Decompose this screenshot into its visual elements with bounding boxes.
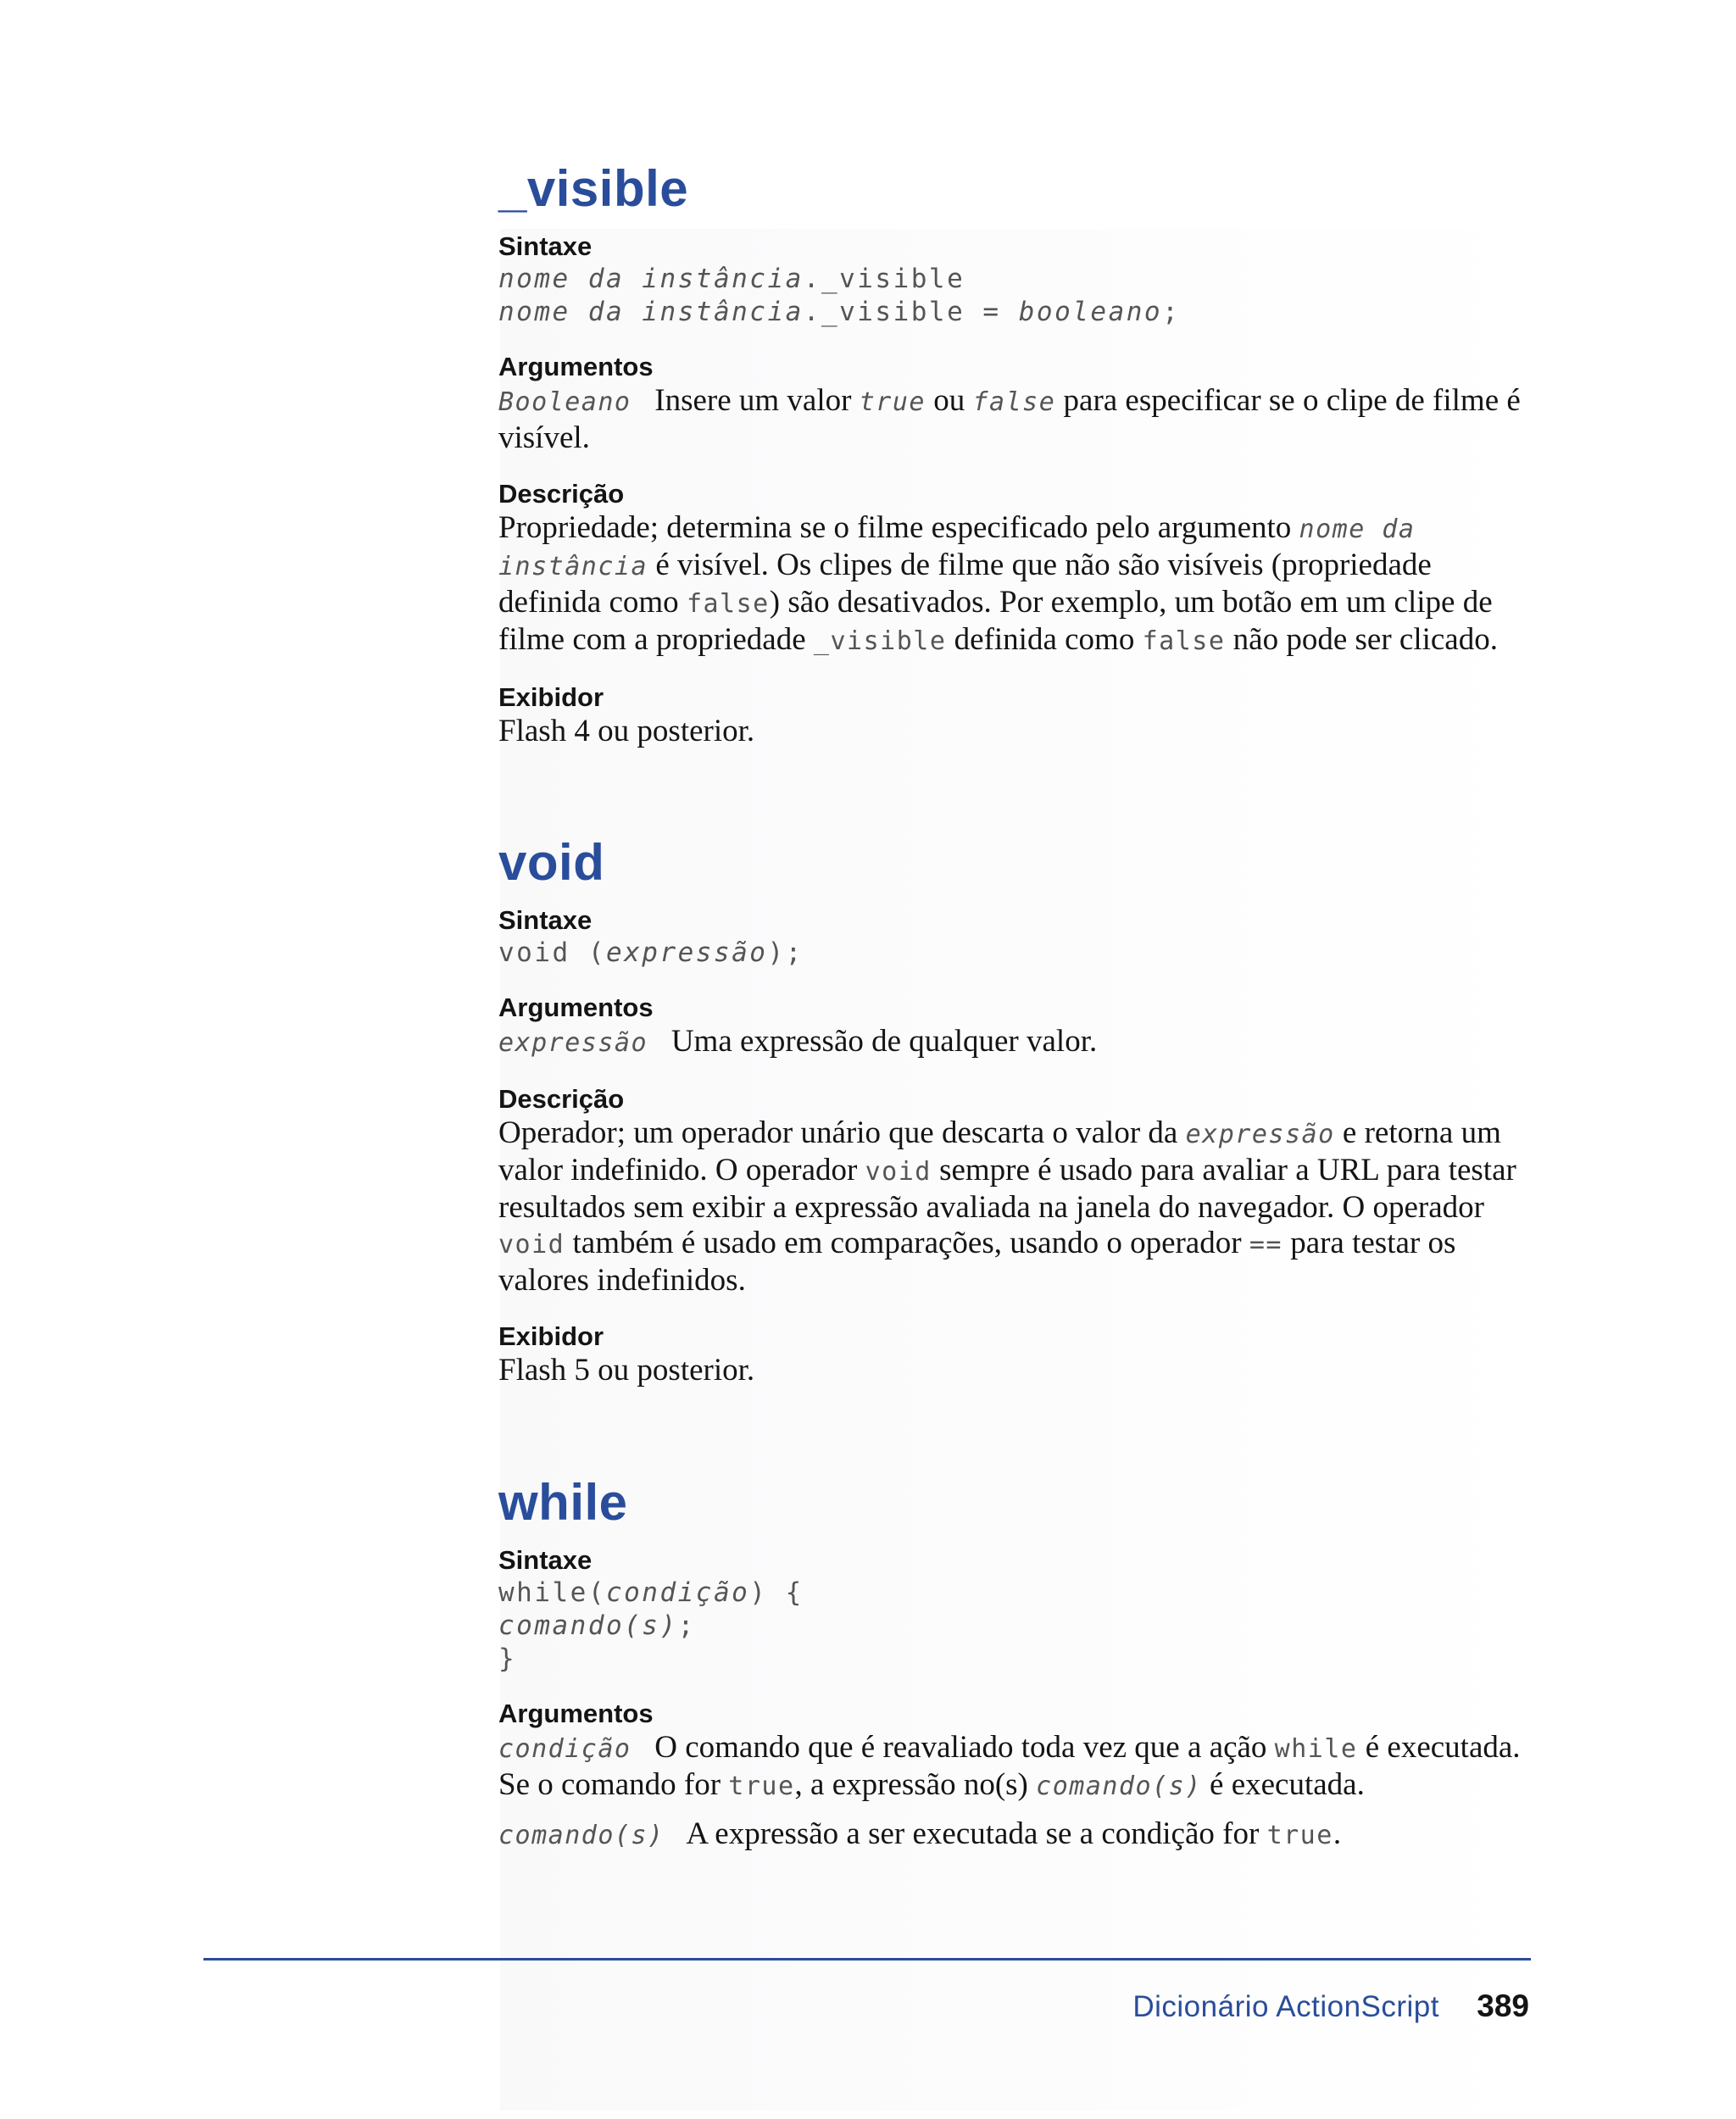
footer-title: Dicionário ActionScript [1132,1990,1439,2023]
entry-title: void [498,834,605,891]
syntax-line: while(condição) { [498,1577,804,1608]
syntax-heading: Sintaxe [498,905,593,935]
arguments-heading: Argumentos [498,1699,654,1728]
argument-term: comando(s) [498,1821,665,1850]
syntax-line: nome da instância._visible [498,264,965,294]
description-heading: Descrição [498,1084,625,1114]
syntax-line: nome da instância._visible = booleano; [498,297,1181,327]
page-number: 389 [1477,1988,1529,2023]
entry-void [498,833,1541,1388]
argument-term: condição [498,1734,632,1764]
entry-while [498,1473,1541,1854]
syntax-heading: Sintaxe [498,1545,593,1575]
argument-paragraph: Booleano Insere um valor true ou false para especificar se o clipe de filme é visível. [498,383,1521,455]
footer-rule [203,1958,1531,1960]
argument-paragraph: comando(s) A expressão a ser executada se a condição for true. [498,1816,1342,1851]
syntax-heading: Sintaxe [498,231,593,261]
syntax-line: comando(s); [498,1610,696,1641]
arguments-heading: Argumentos [498,352,654,381]
argument-paragraph: condição O comando que é reavaliado toda vez que a ação while é executada. Se o comando for true, a expressão no(s) comando(s) é executada. [498,1730,1521,1802]
entry-title: while [498,1474,628,1531]
arguments-heading: Argumentos [498,993,654,1022]
entry-title: _visible [498,160,689,217]
argument-paragraph: expressão Uma expressão de qualquer valor. [498,1024,1098,1059]
syntax-line: } [498,1643,517,1674]
player-text: Flash 4 ou posterior. [498,714,755,748]
player-heading: Exibidor [498,1321,604,1351]
argument-term: expressão [498,1028,648,1058]
description-heading: Descrição [498,479,625,509]
argument-term: Booleano [498,387,632,417]
entry-visible [498,159,1541,749]
syntax-line: void (expressão); [498,937,804,968]
description-paragraph: Propriedade; determina se o filme especificado pelo argumento nome da instância é visível. Os clipes de filme que não são visíveis (propriedade definida como false) são desativados. Por exemplo, um botão em um clipe de filme com a propriedade _visible definida como false não pode ser clicado. [498,510,1498,657]
player-heading: Exibidor [498,682,604,712]
player-text: Flash 5 ou posterior. [498,1353,755,1388]
description-paragraph: Operador; um operador unário que descarta o valor da expressão e retorna um valor indefinido. O operador void sempre é usado para avaliar a URL para testar resultados sem exibir a expressão avaliada na janela do navegador. O operador void também é usado em comparações, usando o operador == para testar os valores indefinidos. [498,1115,1516,1298]
